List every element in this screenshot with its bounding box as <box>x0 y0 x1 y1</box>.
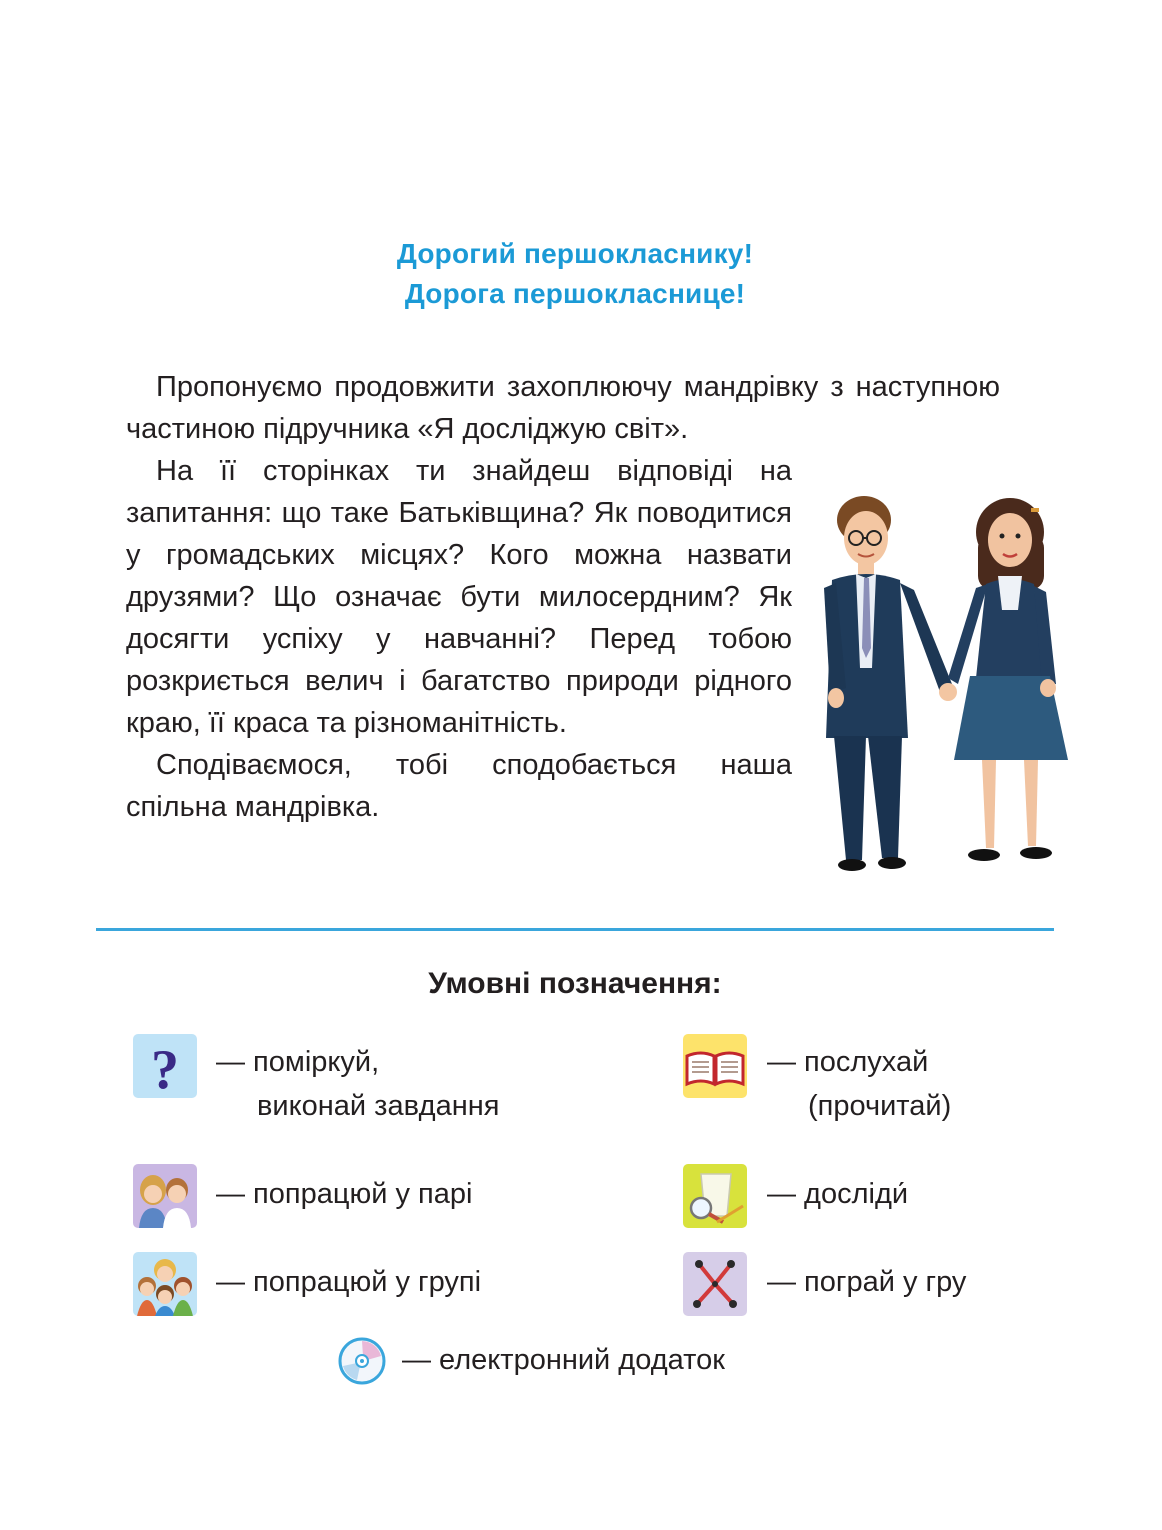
intro-paragraph-2: На її сторінках ти знайдеш відповіді на запитання: що таке Батьківщина? Як поводитися у громадських місцях? Кого можна назвати друзями? Що означає бути милосердним? Як досягти успіху у навчанні? Перед тобою розкриється велич і багатство природи рідного краю, її краса та різноманітність. <box>126 455 792 739</box>
intro-text <box>126 366 1000 450</box>
greeting-line-boy: Дорогий першокласнику! <box>396 238 754 269</box>
pair-work-icon <box>133 1164 197 1228</box>
legend-game: — пограй у гру <box>767 1266 967 1298</box>
legend-listen <box>767 1040 951 1128</box>
question-mark-icon <box>133 1034 197 1098</box>
intro-paragraph-3: Сподіваємося, тобі сподобається наша спільна мандрівка. <box>126 749 792 823</box>
legend-listen-line-1: — послухай <box>767 1046 929 1078</box>
legend-think-line-1: — поміркуй, <box>216 1046 380 1078</box>
legend-listen-line-2: (прочитай) <box>808 1090 952 1122</box>
game-icon <box>683 1252 747 1316</box>
legend-group: — попрацюй у групі <box>216 1266 482 1298</box>
group-work-icon <box>133 1252 197 1316</box>
open-book-icon <box>683 1034 747 1098</box>
legend-explore: — досліди́ <box>767 1178 909 1210</box>
legend-title: Умовні позначення: <box>428 967 722 1000</box>
greeting-line-girl: Дорога першокласнице! <box>404 278 746 309</box>
legend-electronic: — електронний додаток <box>402 1344 725 1376</box>
cd-disc-icon <box>337 1336 387 1386</box>
intro-paragraph-1: Пропонуємо продовжити захоплюючу мандрівку з наступною частиною підручника «Я досліджую світ». <box>126 371 1000 445</box>
children-illustration <box>812 488 1080 878</box>
magnifier-glass-icon <box>683 1164 747 1228</box>
legend-think <box>216 1040 499 1128</box>
legend-think-line-2: виконай завдання <box>257 1090 500 1122</box>
body-text <box>126 450 792 828</box>
greeting-heading <box>0 234 1150 314</box>
legend-pair: — попрацюй у парі <box>216 1178 473 1210</box>
section-divider <box>96 928 1054 931</box>
svg-text:?: ? <box>151 1039 179 1098</box>
